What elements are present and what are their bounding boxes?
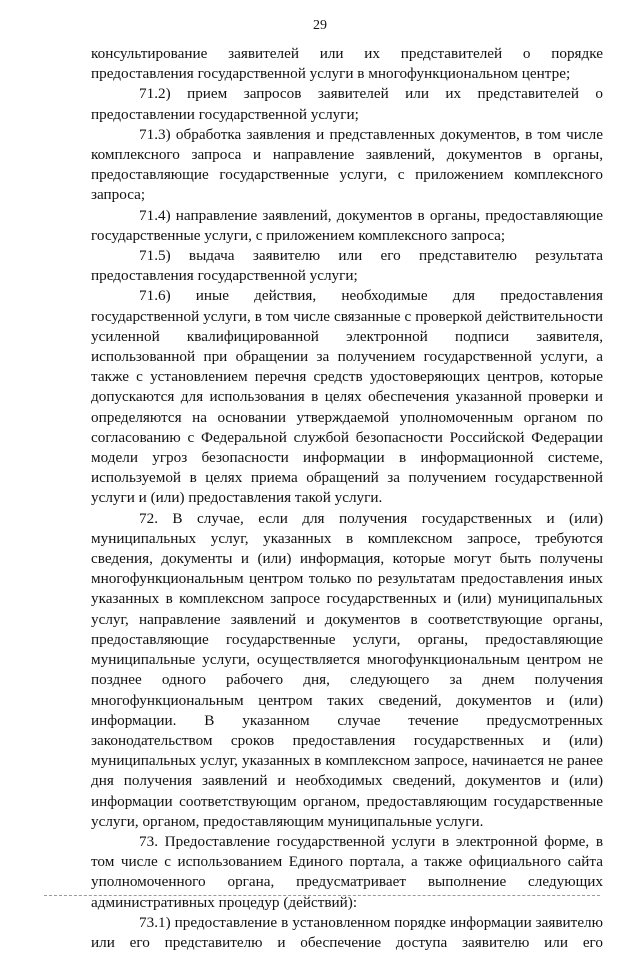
paragraph-72: 72. В случае, если для получения государственных и (или) муниципальных услуг, указанных в комплексном запросе, требуются сведения, документы и (или) информация, которые могут быть получены многофункциональным центром только по результатам предоставления иных указанных в комплексном запросе государственных и (или) муниципальных услуг, направление заявлений и документов в соответствующие органы, предоставляющие государственные услуги, органы, предоставляющие муниципальные услуги, осуществляется многофункциональным центром не позднее одного рабочего дня, следующего за днем получения многофункциональным центром таких сведений, документов и (или) информации. В указанном случае течение предусмотренных законодательством сроков предоставления государственных и (или) муниципальных услуг, указанных в комплексном запросе, начинается не ранее дня получения заявлений и необходимых сведений, документов и (или) информации соответствующим органом, предоставляющим государственные услуги, органом, предоставляющим муниципальные услуги. <box>91 509 603 830</box>
page-bottom-rule <box>44 895 600 896</box>
paragraph-73: 73. Предоставление государственной услуги в электронной форме, в том числе с использованием Единого портала, а также официального сайта уполномоченного органа, предусматривает выполнение следующих административных процедур (действий): <box>91 832 603 911</box>
paragraph-71-6: 71.6) иные действия, необходимые для предоставления государственной услуги, в том числе связанные с проверкой действительности усиленной квалифицированной электронной подписи заявителя, использованной при обращении за получением государственной услуги, а также с установлением перечня средств удостоверяющих центров, которые допускаются для использования в целях обеспечения указанной проверки и определяются на основании утверждаемой уполномоченным органом по согласованию с Федеральной службой безопасности Российской Федерации модели угроз безопасности информации в информационной системе, используемой в целях приема обращений за получением государственной услуги и (или) предоставления такой услуги. <box>91 287 603 507</box>
paragraph-73-1: 73.1) предоставление в установленном порядке информации заявителю или его представителю и обеспечение доступа заявителю или его <box>91 913 603 951</box>
paragraph-71-5: 71.5) выдача заявителю или его представителю результата предоставления государственной услуги; <box>91 247 603 285</box>
paragraph-71-4: 71.4) направление заявлений, документов в органы, предоставляющие государственные услуги, с приложением комплексного запроса; <box>91 206 603 244</box>
paragraph-71-2: 71.2) прием запросов заявителей или их представителей о предоставлении государственной услуги; <box>91 85 603 123</box>
document-body <box>91 44 603 953</box>
paragraph-71-3: 71.3) обработка заявления и представленных документов, в том числе комплексного запроса и направление заявлений, документов в органы, предоставляющие государственные услуги, с приложением комплексного запроса; <box>91 125 603 204</box>
paragraph-71-1-continuation: консультирование заявителей или их представителей о порядке предоставления государственной услуги в многофункциональном центре; <box>91 45 603 83</box>
page-number: 29 <box>313 18 327 33</box>
